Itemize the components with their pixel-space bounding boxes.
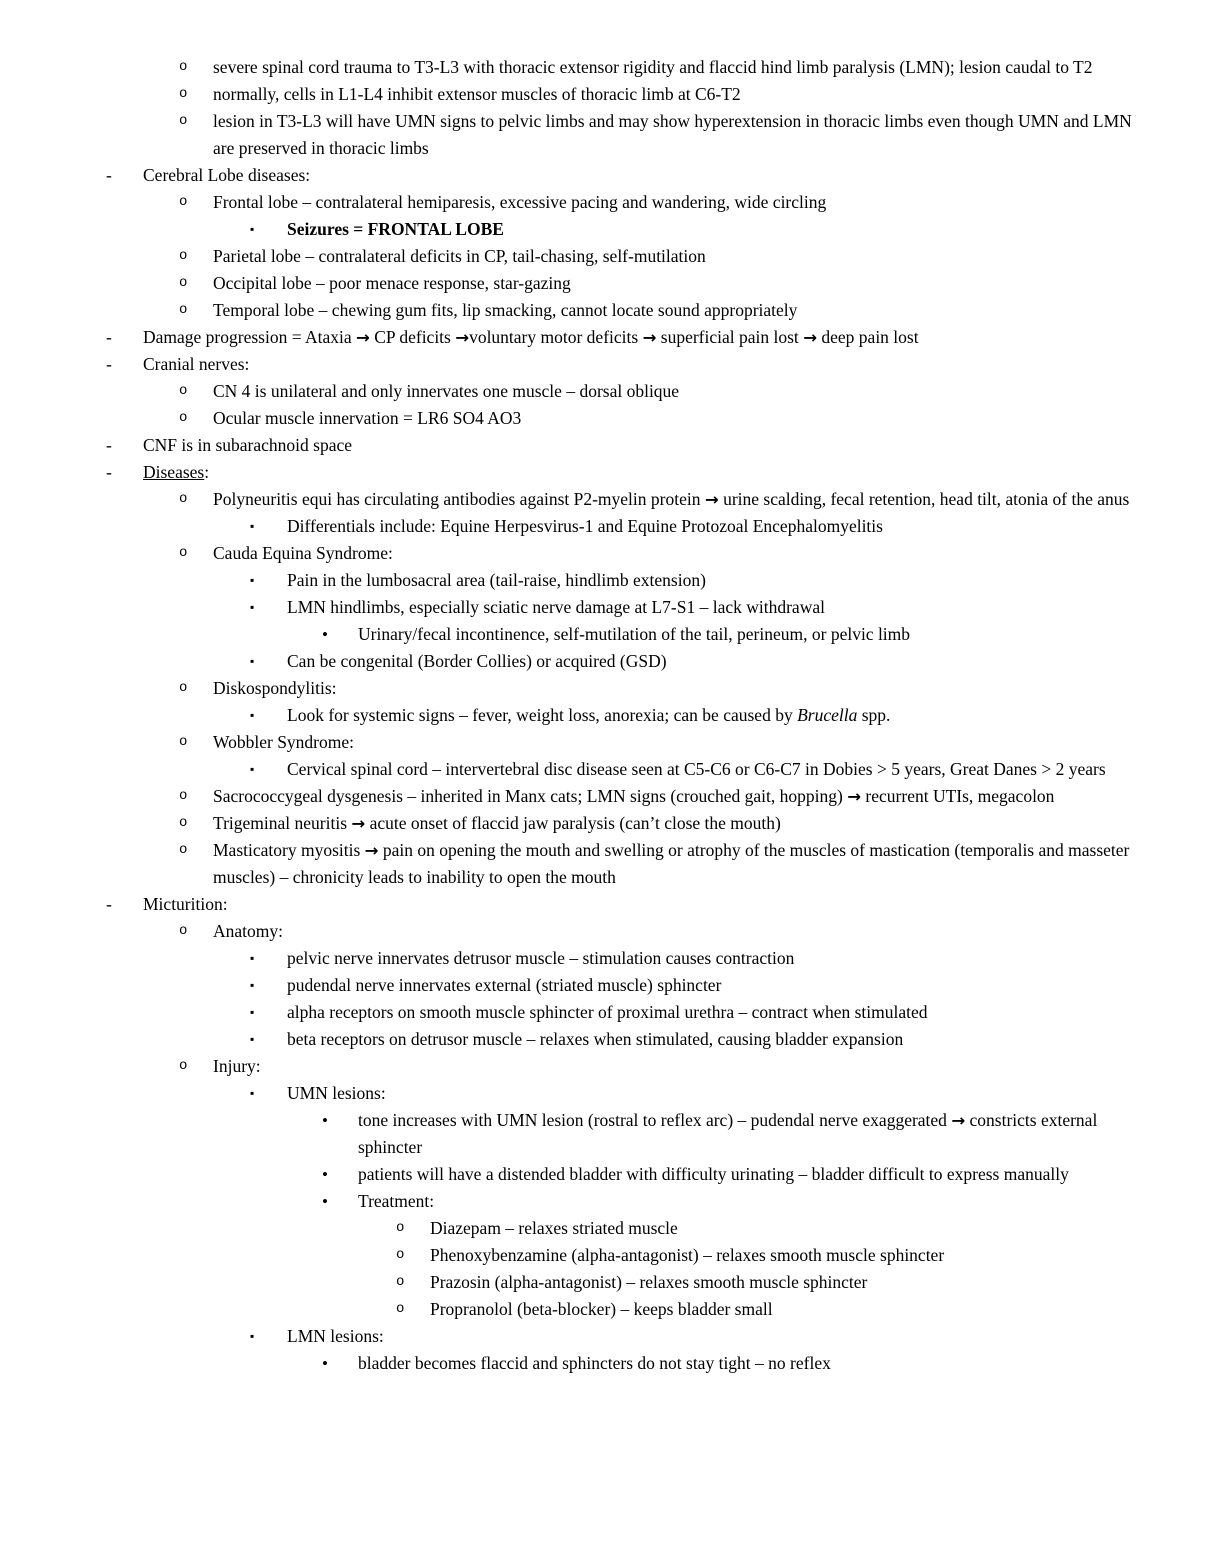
list-item [0, 783, 1136, 810]
list-item-text: tone increases with UMN lesion (rostral to reflex arc) – pudendal nerve exaggerated → constricts external sphincter [358, 1110, 1098, 1157]
list-item-text: Masticatory myositis → pain on opening the mouth and swelling or atrophy of the muscles of mastication (temporalis and masseter muscles) – chronicity leads to inability to open the mouth [213, 840, 1130, 887]
list-item [0, 1188, 1136, 1215]
list-item-text: Differentials include: Equine Herpesvirus-1 and Equine Protozoal Encephalomyelitis [287, 516, 883, 536]
circle-bullet-marker-icon: o [179, 248, 188, 264]
list-item [0, 270, 1136, 297]
circle-bullet-marker-icon: o [179, 302, 188, 318]
list-item [0, 972, 1136, 999]
list-item-text: Urinary/fecal incontinence, self-mutilation of the tail, perineum, or pelvic limb [358, 624, 911, 644]
list-item-text: Look for systemic signs – fever, weight loss, anorexia; can be caused by Brucella spp. [287, 705, 891, 725]
right-arrow-icon: → [642, 328, 657, 347]
list-item [0, 837, 1136, 891]
square-bullet-marker-icon: ▪ [250, 978, 255, 992]
list-item-text: Anatomy: [213, 921, 283, 941]
list-item-text: Occipital lobe – poor menace response, star-gazing [213, 273, 571, 293]
list-item-text: Cerebral Lobe diseases: [143, 165, 311, 185]
list-item [0, 702, 1136, 729]
list-item-text: Propranolol (beta-blocker) – keeps bladder small [430, 1299, 773, 1319]
list-item-text: patients will have a distended bladder with difficulty urinating – bladder difficult to express manually [358, 1164, 1069, 1184]
circle-bullet-marker-icon: o [179, 842, 188, 858]
list-item [0, 1269, 1136, 1296]
dash-bullet-marker-icon: - [106, 894, 112, 914]
circle-bullet-marker-icon: o [179, 59, 188, 75]
circle-bullet-marker-icon: o [179, 1058, 188, 1074]
list-item-text: Phenoxybenzamine (alpha-antagonist) – relaxes smooth muscle sphincter [430, 1245, 945, 1265]
list-item [0, 540, 1136, 567]
dash-bullet-marker-icon: - [106, 354, 112, 374]
list-item-text: Wobbler Syndrome: [213, 732, 354, 752]
right-arrow-icon: → [847, 787, 862, 806]
list-item [0, 1323, 1136, 1350]
list-item [0, 945, 1136, 972]
list-item-text: Prazosin (alpha-antagonist) – relaxes smooth muscle sphincter [430, 1272, 868, 1292]
circle-bullet-marker-icon: o [179, 734, 188, 750]
list-item [0, 918, 1136, 945]
square-bullet-marker-icon: ▪ [250, 519, 255, 533]
list-item-text: Diseases: [143, 462, 210, 482]
list-item-text: Cauda Equina Syndrome: [213, 543, 393, 563]
dash-bullet-marker-icon: - [106, 327, 112, 347]
circle-bullet-marker-icon: o [396, 1274, 405, 1290]
list-item-text: pudendal nerve innervates external (striated muscle) sphincter [287, 975, 722, 995]
square-bullet-marker-icon: ▪ [250, 951, 255, 965]
circle-bullet-marker-icon: o [179, 788, 188, 804]
square-bullet-marker-icon: ▪ [250, 1032, 255, 1046]
right-arrow-icon: → [364, 841, 379, 860]
list-item [0, 729, 1136, 756]
list-item [0, 324, 1136, 351]
list-item-text: Treatment: [358, 1191, 435, 1211]
list-item-text: CNF is in subarachnoid space [143, 435, 352, 455]
list-item [0, 81, 1136, 108]
list-item [0, 1242, 1136, 1269]
list-item [0, 486, 1136, 513]
list-item-text: LMN lesions: [287, 1326, 384, 1346]
square-bullet-marker-icon: ▪ [250, 1005, 255, 1019]
list-item-text: lesion in T3-L3 will have UMN signs to pelvic limbs and may show hyperextension in thoracic limbs even though UMN and LMN are preserved in thoracic limbs [213, 111, 1132, 158]
list-item [0, 891, 1136, 918]
list-item-text: Damage progression = Ataxia → CP deficits →voluntary motor deficits → superficial pain lost → deep pain lost [143, 327, 919, 347]
list-item [0, 54, 1136, 81]
list-item-text: beta receptors on detrusor muscle – relaxes when stimulated, causing bladder expansion [287, 1029, 904, 1049]
list-item [0, 1053, 1136, 1080]
list-item [0, 567, 1136, 594]
list-item [0, 648, 1136, 675]
list-item [0, 216, 1136, 243]
right-arrow-icon: → [803, 328, 818, 347]
square-bullet-marker-icon: ▪ [250, 573, 255, 587]
square-bullet-marker-icon: ▪ [250, 654, 255, 668]
list-item-text: Parietal lobe – contralateral deficits in CP, tail-chasing, self-mutilation [213, 246, 706, 266]
list-item-text: Diskospondylitis: [213, 678, 337, 698]
list-item [0, 432, 1136, 459]
circle-bullet-marker-icon: o [396, 1301, 405, 1317]
circle-bullet-marker-icon: o [179, 113, 188, 129]
list-item-text: Cervical spinal cord – intervertebral disc disease seen at C5-C6 or C6-C7 in Dobies > 5 years, Great Danes > 2 years [287, 759, 1106, 779]
circle-bullet-marker-icon: o [179, 545, 188, 561]
bullet-bullet-marker-icon: • [322, 1192, 328, 1211]
square-bullet-marker-icon: ▪ [250, 222, 255, 236]
list-item-text: LMN hindlimbs, especially sciatic nerve damage at L7-S1 – lack withdrawal [287, 597, 825, 617]
list-item [0, 1161, 1136, 1188]
circle-bullet-marker-icon: o [179, 410, 188, 426]
circle-bullet-marker-icon: o [396, 1220, 405, 1236]
list-item [0, 351, 1136, 378]
square-bullet-marker-icon: ▪ [250, 1086, 255, 1100]
list-item-text: Diazepam – relaxes striated muscle [430, 1218, 678, 1238]
list-item [0, 405, 1136, 432]
list-item-text: Trigeminal neuritis → acute onset of flaccid jaw paralysis (can’t close the mouth) [213, 813, 781, 833]
list-item [0, 594, 1136, 621]
list-item [0, 1296, 1136, 1323]
list-item [0, 378, 1136, 405]
circle-bullet-marker-icon: o [179, 815, 188, 831]
circle-bullet-marker-icon: o [179, 86, 188, 102]
list-item-text: alpha receptors on smooth muscle sphincter of proximal urethra – contract when stimulated [287, 1002, 928, 1022]
list-item-text: Ocular muscle innervation = LR6 SO4 AO3 [213, 408, 522, 428]
list-item [0, 243, 1136, 270]
dash-bullet-marker-icon: - [106, 435, 112, 455]
circle-bullet-marker-icon: o [179, 923, 188, 939]
list-item [0, 297, 1136, 324]
circle-bullet-marker-icon: o [179, 491, 188, 507]
list-item-text: Polyneuritis equi has circulating antibodies against P2-myelin protein → urine scalding, fecal retention, head tilt, atonia of the anus [213, 489, 1130, 509]
list-item-text: Sacrococcygeal dysgenesis – inherited in Manx cats; LMN signs (crouched gait, hopping) → recurrent UTIs, megacolon [213, 786, 1055, 806]
list-item-text: normally, cells in L1-L4 inhibit extensor muscles of thoracic limb at C6-T2 [213, 84, 741, 104]
list-item-text: UMN lesions: [287, 1083, 386, 1103]
list-item [0, 162, 1136, 189]
bullet-bullet-marker-icon: • [322, 1354, 328, 1373]
square-bullet-marker-icon: ▪ [250, 1329, 255, 1343]
right-arrow-icon: → [356, 328, 370, 347]
list-item-text: Cranial nerves: [143, 354, 250, 374]
list-item-text: Injury: [213, 1056, 261, 1076]
list-item [0, 999, 1136, 1026]
bullet-bullet-marker-icon: • [322, 1111, 328, 1130]
circle-bullet-marker-icon: o [179, 275, 188, 291]
list-item [0, 1350, 1136, 1377]
list-item [0, 675, 1136, 702]
square-bullet-marker-icon: ▪ [250, 762, 255, 776]
list-item-text: bladder becomes flaccid and sphincters do not stay tight – no reflex [358, 1353, 831, 1373]
list-item [0, 1215, 1136, 1242]
list-item-text: Can be congenital (Border Collies) or acquired (GSD) [287, 651, 667, 671]
list-item [0, 459, 1136, 486]
square-bullet-marker-icon: ▪ [250, 708, 255, 722]
dash-bullet-marker-icon: - [106, 462, 112, 482]
list-item-text: Frontal lobe – contralateral hemiparesis, excessive pacing and wandering, wide circling [213, 192, 827, 212]
right-arrow-icon: → [351, 814, 366, 833]
list-item [0, 1026, 1136, 1053]
right-arrow-icon: → [455, 328, 470, 347]
circle-bullet-marker-icon: o [179, 680, 188, 696]
list-item-text: Pain in the lumbosacral area (tail-raise, hindlimb extension) [287, 570, 706, 590]
list-item-text: severe spinal cord trauma to T3-L3 with thoracic extensor rigidity and flaccid hind limb paralysis (LMN); lesion caudal to T2 [213, 57, 1093, 77]
list-item [0, 513, 1136, 540]
list-item [0, 756, 1136, 783]
list-item [0, 810, 1136, 837]
square-bullet-marker-icon: ▪ [250, 600, 255, 614]
bullet-bullet-marker-icon: • [322, 1165, 328, 1184]
list-item [0, 1107, 1136, 1161]
list-item [0, 189, 1136, 216]
list-item-text: pelvic nerve innervates detrusor muscle – stimulation causes contraction [287, 948, 795, 968]
list-item-text: Seizures = FRONTAL LOBE [287, 219, 504, 239]
circle-bullet-marker-icon: o [179, 383, 188, 399]
list-item [0, 1080, 1136, 1107]
right-arrow-icon: → [704, 490, 719, 509]
list-item [0, 621, 1136, 648]
bullet-bullet-marker-icon: • [322, 625, 328, 644]
circle-bullet-marker-icon: o [179, 194, 188, 210]
list-item-text: Temporal lobe – chewing gum fits, lip smacking, cannot locate sound appropriately [213, 300, 798, 320]
list-item-text: Micturition: [143, 894, 228, 914]
list-item [0, 108, 1136, 162]
document-body [0, 54, 1136, 1377]
circle-bullet-marker-icon: o [396, 1247, 405, 1263]
right-arrow-icon: → [951, 1111, 966, 1130]
dash-bullet-marker-icon: - [106, 165, 112, 185]
list-item-text: CN 4 is unilateral and only innervates one muscle – dorsal oblique [213, 381, 680, 401]
